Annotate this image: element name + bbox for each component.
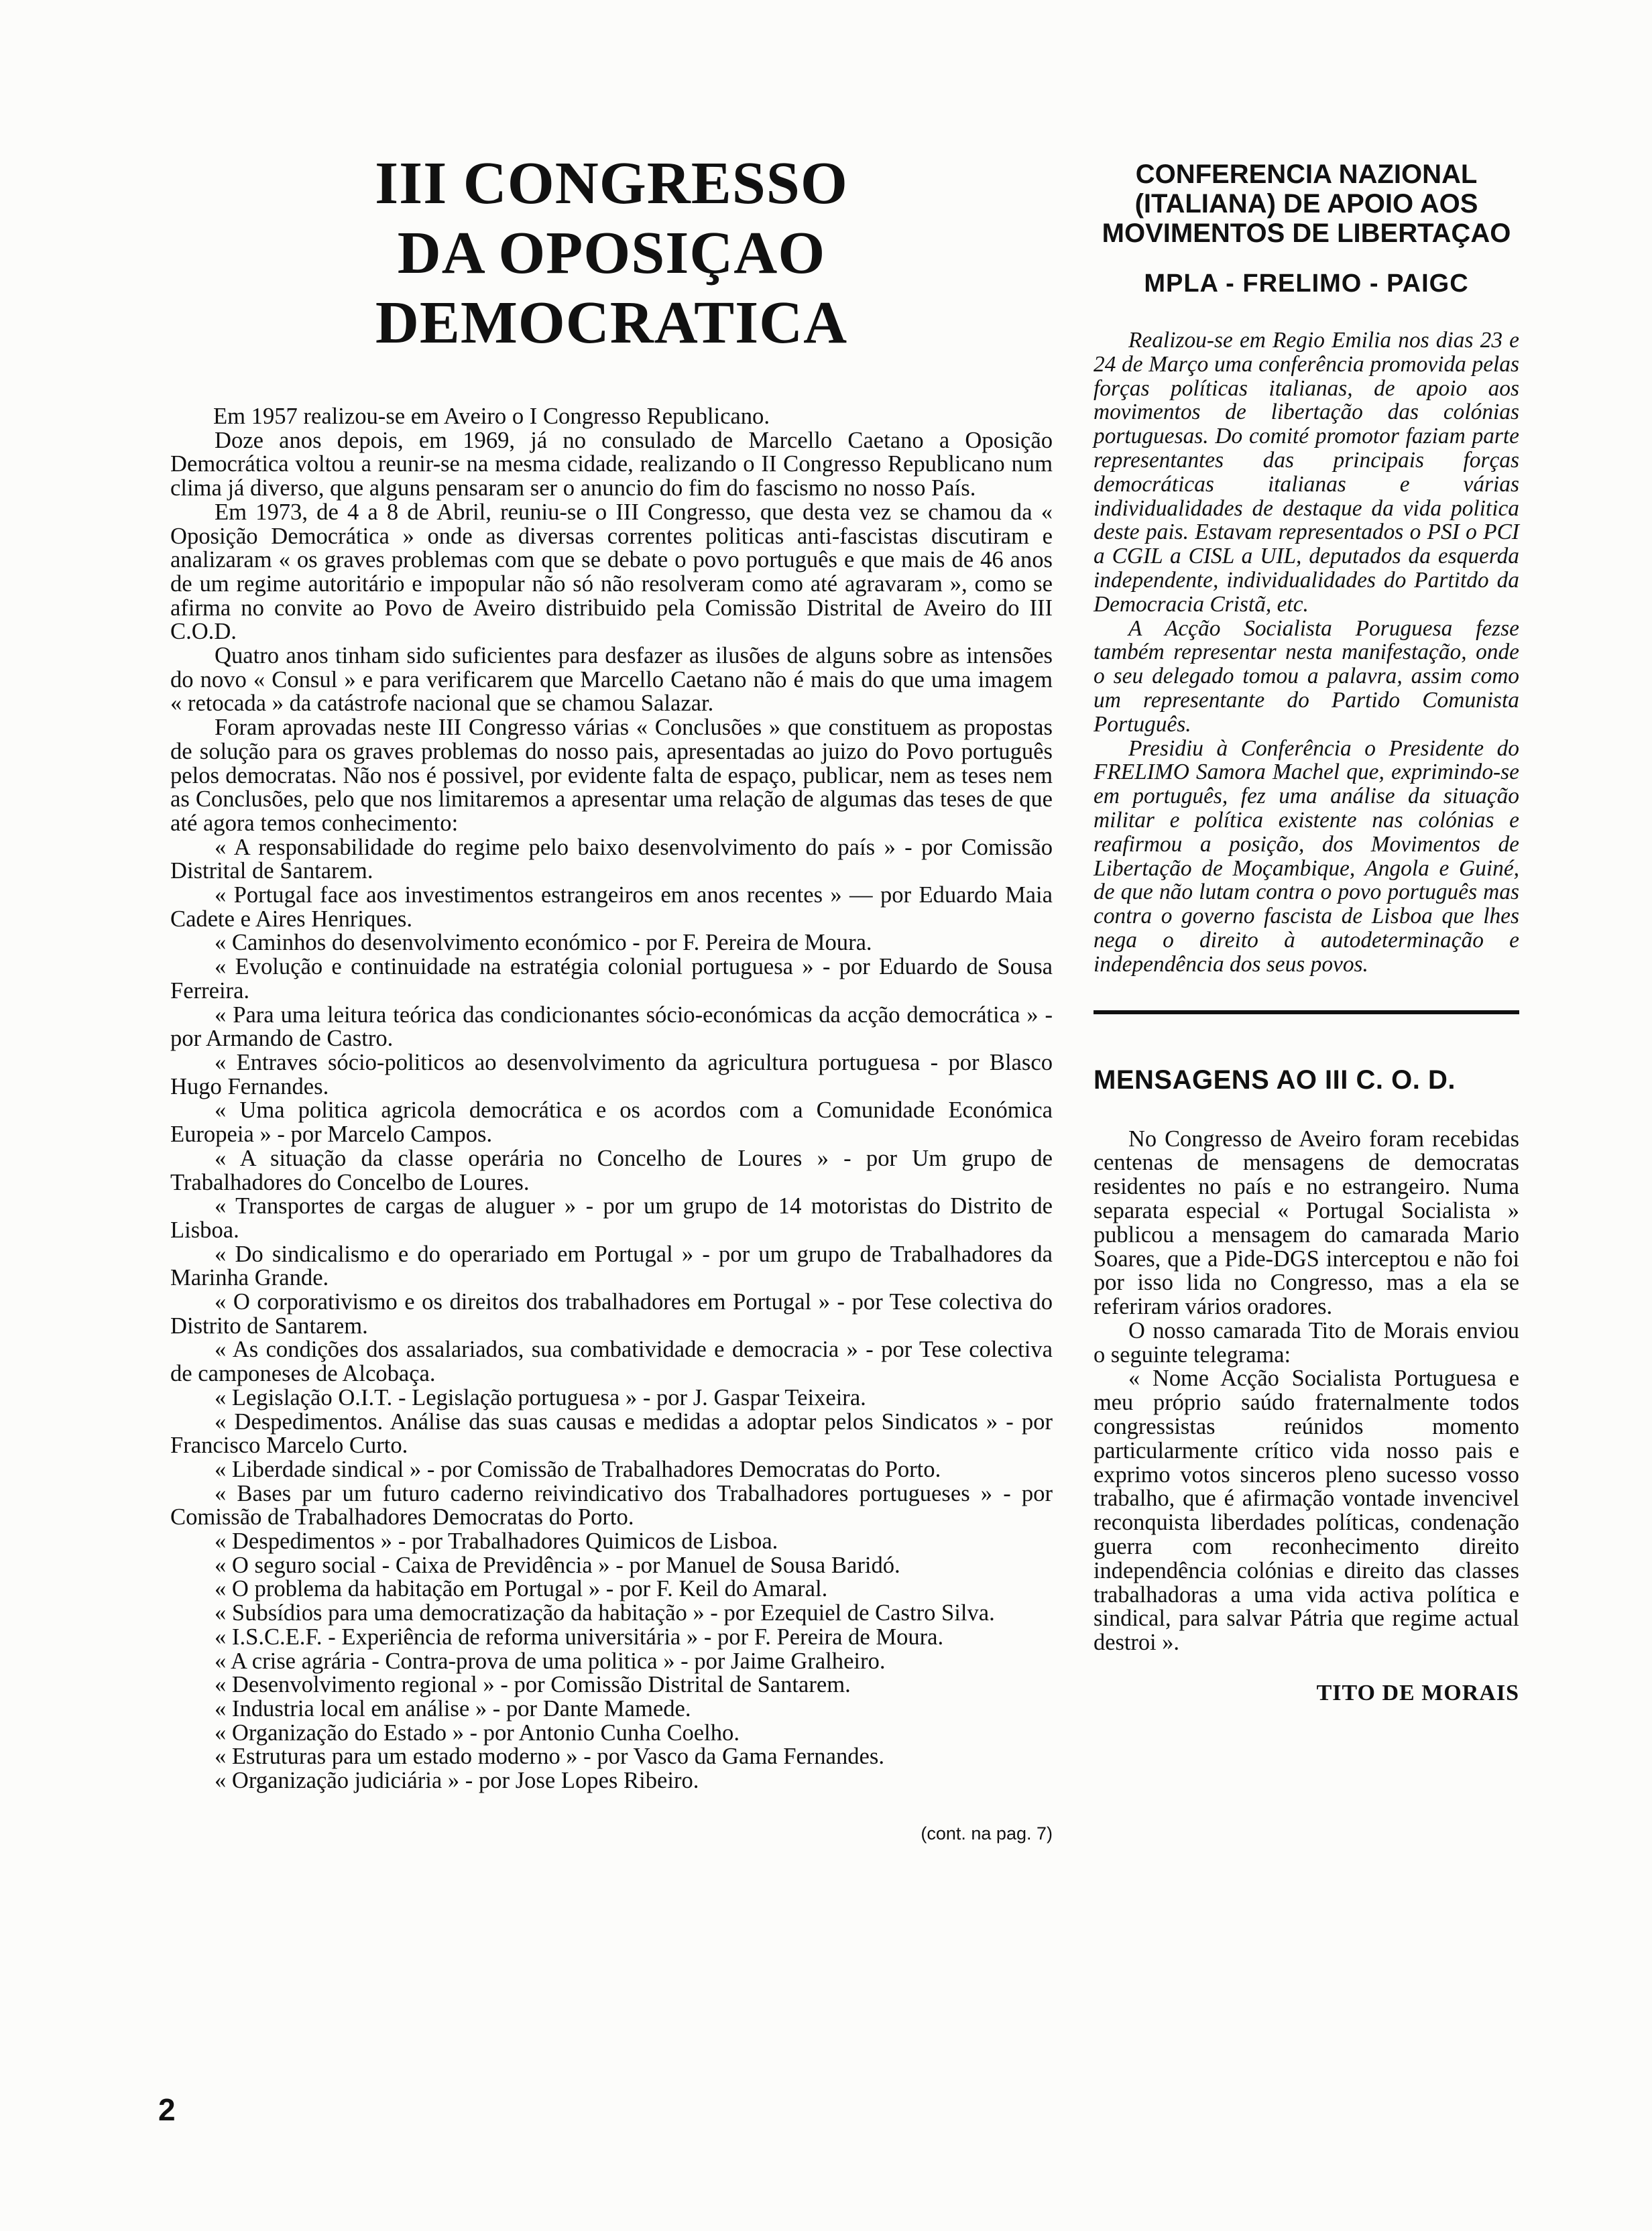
conference-subtitle: MPLA - FRELIMO - PAIGC — [1144, 269, 1469, 298]
title-line-1: III CONGRESSO — [375, 150, 848, 217]
thesis-item: « O seguro social - Caixa de Previdência » - por Manuel de Sousa Baridó. — [215, 1552, 900, 1578]
article-paragraph: Foram aprovadas neste III Congresso várias « Conclusões » que constituem as propostas de solução para os graves problemas do nosso pais, apresentadas ao juizo do Povo português pelos democratas. Não nos é possivel, por evidente falta de espaço, publicar, nem as teses nem as Conclusões, pelo que nos limitaremos a apresentar uma relação de algumas das teses de que até agora temos conhecimento: — [170, 715, 1053, 836]
thesis-item: « Organização judiciária » - por Jose Lopes Ribeiro. — [215, 1768, 699, 1794]
thesis-item: « Liberdade sindical » - por Comissão de Trabalhadores Democratas do Porto. — [215, 1456, 941, 1482]
thesis-item: « A crise agrária - Contra-prova de uma politica » - por Jaime Gralheiro. — [215, 1648, 886, 1674]
thesis-item: « Transportes de cargas de aluguer » - por um grupo de 14 motoristas do Distrito de Lisboa. — [170, 1193, 1053, 1243]
main-article — [170, 149, 1053, 1844]
continuation-note: (cont. na pag. 7) — [921, 1823, 1053, 1844]
thesis-item: « Portugal face aos investimentos estrangeiros em anos recentes » — por Eduardo Maia Cadete e Aires Henriques. — [170, 882, 1053, 932]
thesis-item: « Desenvolvimento regional » - por Comissão Distrital de Santarem. — [215, 1672, 851, 1698]
messages-paragraph: O nosso camarada Tito de Morais enviou o seguinte telegrama: — [1094, 1317, 1519, 1368]
article-paragraph: Doze anos depois, em 1969, já no consulado de Marcello Caetano a Oposição Democrática voltou a reunir-se na mesma cidade, realizando o II Congresso Republicano num clima já diverso, que alguns pensaram ser o anuncio do fim do fascismo no nosso País. — [170, 427, 1053, 501]
thesis-item: « Estruturas para um estado moderno » - por Vasco da Gama Fernandes. — [215, 1744, 884, 1770]
conference-title: CONFERENCIA NAZIONAL (ITALIANA) DE APOIO AOS MOVIMENTOS DE LIBERTAÇAO — [1102, 160, 1511, 248]
thesis-item: « Caminhos do desenvolvimento económico - por F. Pereira de Moura. — [215, 930, 872, 956]
main-article-body — [170, 405, 1053, 1793]
thesis-item: « Entraves sócio-politicos ao desenvolvimento da agricultura portuguesa - por Blasco Hugo Fernandes. — [170, 1049, 1053, 1099]
thesis-item: « Legislação O.I.T. - Legislação portuguesa » - por J. Gaspar Teixeira. — [215, 1384, 866, 1410]
article-paragraph: Em 1957 realizou-se em Aveiro o I Congresso Republicano. — [213, 404, 770, 429]
conference-paragraph: Realizou-se em Regio Emilia nos dias 23 e 24 de Março uma conferência promovida pelas forças políticas italianas, de apoio aos movimentos de libertação das colónias portuguesas. Do comité promotor faziam parte representantes das principais forças democráticas italianas e várias individualidades de destaque da vida politica deste pais. Estavam representados o PSI o PCI a CGIL a CISL a UIL, deputados da esquerda independente, individualidades do Partitdo da Democracia Cristã, etc. — [1094, 328, 1519, 617]
thesis-item: « Uma politica agricola democrática e os acordos com a Comunidade Económica Europeia » - por Marcelo Campos. — [170, 1097, 1053, 1148]
page-number: 2 — [158, 2092, 176, 2127]
thesis-item: « Bases par um futuro caderno reivindicativo dos Trabalhadores portugueses » - por Comissão de Trabalhadores Democratas do Porto. — [170, 1480, 1053, 1530]
thesis-item: « Subsídios para uma democratização da habitação » - por Ezequiel de Castro Silva. — [215, 1600, 995, 1626]
main-article-title — [170, 149, 1053, 358]
messages-title: MENSAGENS AO III C. O. D. — [1094, 1065, 1456, 1095]
messages-paragraph: « Nome Acção Socialista Portuguesa e meu próprio saúdo fraternalmente todos congressistas reúnidos momento particularmente crítico vida nosso pais e exprimo votos sinceros pleno sucesso vosso trabalho, que é afirmação vontade invencivel reconquista liberdades políticas, condenação guerra com reconhecimento direito independência colónias e direito das classes trabalhadoras a uma vida activa política e sindical, para salvar Pátria que regime actual destroi ». — [1094, 1366, 1519, 1656]
conference-paragraph: A Acção Socialista Poruguesa fezse também representar nesta manifestação, onde o seu delegado tomou a palavra, assim como um representante do Partido Comunista Português. — [1094, 615, 1519, 737]
thesis-item: « O problema da habitação em Portugal » - por F. Keil do Amaral. — [215, 1576, 828, 1602]
messages-paragraph: No Congresso de Aveiro foram recebidas centenas de mensagens de democratas residentes no país e no estrangeiro. Numa separata especial « Portugal Socialista » publicou a mensagem do camarada Mario Soares, que a Pide-DGS interceptou e não foi por isso lida no Congresso, mas a ela se referiram vários oradores. — [1094, 1126, 1519, 1320]
thesis-item: « Despedimentos. Análise das suas causas e medidas a adoptar pelos Sindicatos » - por Francisco Marcelo Curto. — [170, 1408, 1053, 1459]
thesis-item: « Evolução e continuidade na estratégia colonial portuguesa » - por Eduardo de Sousa Ferreira. — [170, 954, 1053, 1004]
thesis-item: « A situação da classe operária no Concelho de Loures » - por Um grupo de Trabalhadores do Concelbo de Loures. — [170, 1145, 1053, 1195]
title-line-2: DA OPOSIÇAO DEMOCRATICA — [375, 220, 848, 356]
thesis-item: « Para uma leitura teórica das condicionantes sócio-económicas da acção democrática » - por Armando de Castro. — [170, 1002, 1053, 1052]
thesis-item: « Industria local em análise » - por Dante Mamede. — [215, 1695, 691, 1722]
thesis-item: « A responsabilidade do regime pelo baixo desenvolvimento do país » - por Comissão Distrital de Santarem. — [170, 834, 1053, 884]
thesis-item: « Despedimentos » - por Trabalhadores Quimicos de Lisboa. — [215, 1528, 778, 1555]
thesis-item: « I.S.C.E.F. - Experiência de reforma universitária » - por F. Pereira de Moura. — [215, 1624, 944, 1650]
conference-paragraph: Presidiu à Conferência o Presidente do FRELIMO Samora Machel que, exprimindo-se em português, fez uma análise da situação militar e política existente nas colónias e reafirmou a posição, dos Movimentos de Libertação de Moçambique, Angola e Guiné, de que não lutam contra o povo português mas contra o governo fascista de Lisboa que lhes nega o direito à autodeterminação e independência dos seus povos. — [1094, 735, 1519, 977]
conference-body — [1094, 328, 1519, 977]
article-paragraph: Em 1973, de 4 a 8 de Abril, reuniu-se o III Congresso, que desta vez se chamou da « Oposição Democrática » onde as diversas correntes politicas anti-fascistas discutiram e analizaram « os graves problemas com que se debate o povo português e que mais de 46 anos de um regime autoritário e impopular não só não resolveram como até agravaram », como se afirma no convite ao Povo de Aveiro distribuido pela Comissão Distrital de Aveiro do III C.O.D. — [170, 499, 1053, 645]
section-divider — [1094, 1010, 1519, 1014]
thesis-item: « O corporativismo e os direitos dos trabalhadores em Portugal » - por Tese colectiva do Distrito de Santarem. — [170, 1289, 1053, 1339]
signature: TITO DE MORAIS — [1316, 1681, 1519, 1706]
messages-body — [1094, 1128, 1519, 1656]
thesis-item: « Do sindicalismo e do operariado em Portugal » - por um grupo de Trabalhadores da Marinha Grande. — [170, 1241, 1053, 1291]
sidebar-column — [1094, 160, 1519, 1706]
thesis-item: « As condições dos assalariados, sua combatividade e democracia » - por Tese colectiva de camponeses de Alcobaça. — [170, 1337, 1053, 1387]
article-paragraph: Quatro anos tinham sido suficientes para desfazer as ilusões de alguns sobre as intensões do novo « Consul » e para verificarem que Marcello Caetano não é mais do que uma imagem « retocada » da catástrofe nacional que se chamou Salazar. — [170, 643, 1053, 717]
thesis-item: « Organização do Estado » - por Antonio Cunha Coelho. — [215, 1720, 740, 1746]
